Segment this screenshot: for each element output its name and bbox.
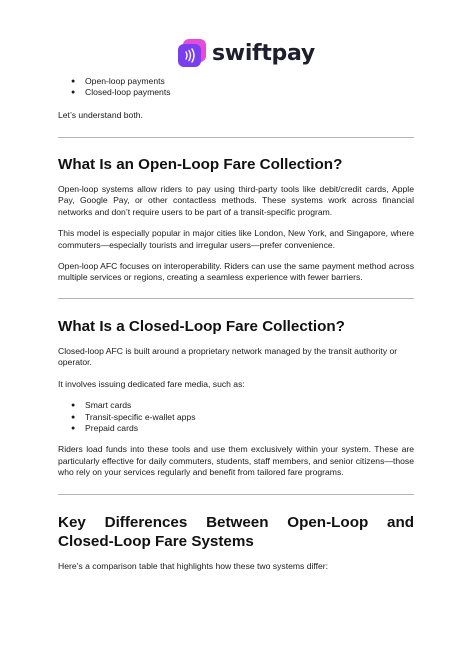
closed-loop-paragraph: Closed-loop AFC is built around a proprietary network managed by the transit authority or operator.: [58, 346, 398, 368]
open-loop-paragraph: Open-loop AFC focuses on interoperability. Riders can use the same payment method across multiple services or regions, creating a seamless experience with fewer barriers.: [58, 261, 414, 283]
closed-loop-heading: What Is a Closed-Loop Fare Collection?: [58, 318, 345, 335]
intro-text: Let’s understand both.: [58, 109, 143, 120]
open-loop-paragraph: This model is especially popular in major cities like London, New York, and Singapore, where commuters—especially tourists and irregular users—prefer convenience.: [58, 228, 414, 250]
open-loop-paragraph: Open-loop systems allow riders to pay using third-party tools like debit/credit cards, Apple Pay, Google Pay, or other contactless methods. These systems work across financial networks and don’t require users to be part of a transit-specific program.: [58, 184, 414, 217]
brand-name: swiftpay: [212, 40, 315, 66]
contactless-icon: [178, 39, 206, 67]
open-loop-heading: What Is an Open-Loop Fare Collection?: [58, 156, 343, 173]
list-item: ● Transit-specific e-wallet apps: [85, 412, 414, 423]
swiftpay-logo: [178, 38, 315, 68]
differences-heading: Key Differences Between Open-Loop and Closed-Loop Fare Systems: [58, 514, 414, 550]
divider: [58, 494, 414, 495]
divider: [58, 298, 414, 299]
closed-loop-paragraph: Riders load funds into these tools and use them exclusively within your system. These are particularly effective for daily commuters, students, staff members, and senior citizens—those who rely on your services regularly and benefit from tailored fare programs.: [58, 444, 414, 478]
closed-loop-paragraph: It involves issuing dedicated fare media, such as:: [58, 378, 245, 389]
list-item: ● Smart cards: [85, 400, 414, 411]
divider: [58, 137, 414, 138]
list-item: ● Open-loop payments: [85, 76, 414, 87]
differences-paragraph: Here’s a comparison table that highlights how these two systems differ:: [58, 561, 329, 571]
intro-list: [58, 76, 414, 99]
open-loop-section: [58, 155, 414, 284]
differences-section: [58, 513, 414, 572]
closed-loop-section: [58, 317, 414, 479]
fare-media-list: [58, 400, 414, 434]
list-item: ● Closed-loop payments: [85, 87, 414, 98]
intro-section: [58, 76, 414, 121]
list-item: ● Prepaid cards: [85, 423, 414, 434]
